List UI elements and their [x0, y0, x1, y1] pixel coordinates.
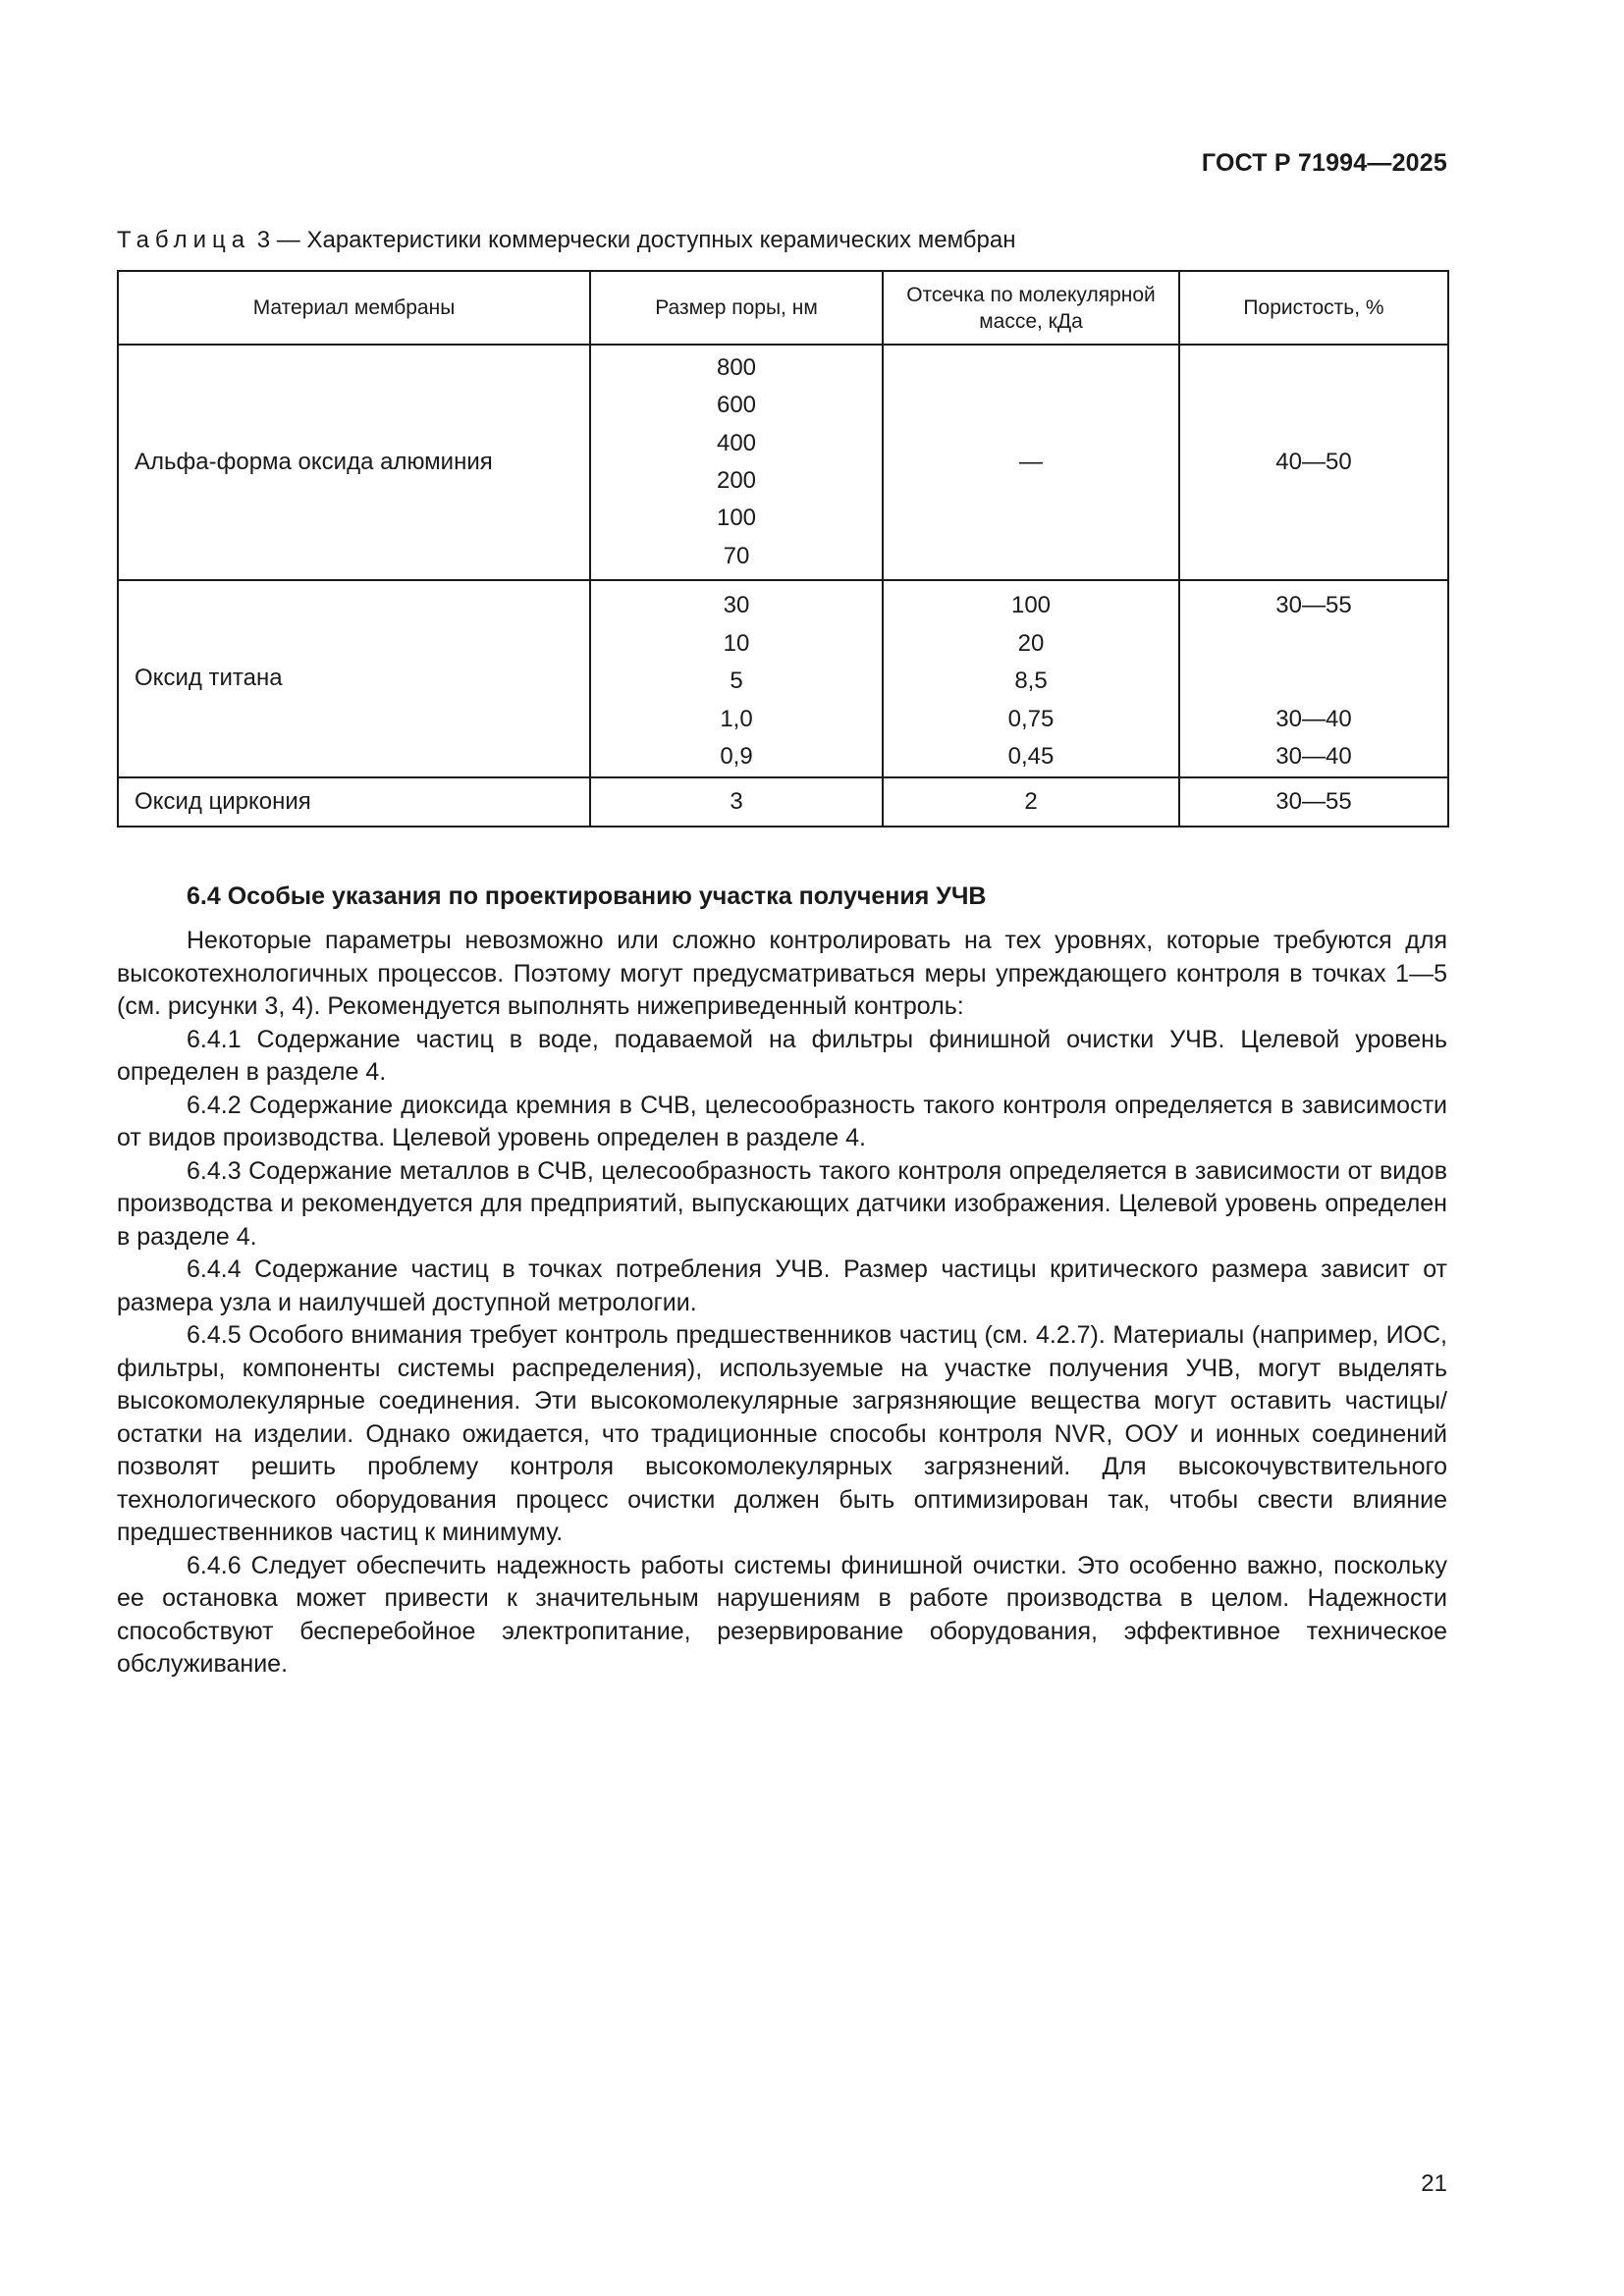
table-row: [118, 580, 1448, 777]
cutoff-value: 8,5: [1014, 667, 1048, 694]
body-paragraph: 6.4.2 Содержание диоксида кремния в СЧВ, целесообразность такого контроля определяется в зависимости от видов производства. Целевой уровень определен в разделе 4.: [117, 1091, 1447, 1151]
material-cell: Оксид циркония: [118, 777, 590, 827]
cutoff-cell: —: [883, 345, 1179, 580]
column-header-porosity: Пористость, %: [1179, 271, 1448, 345]
cutoff-cell: 2: [883, 777, 1179, 827]
body-paragraph: Некоторые параметры невозможно или сложно контролировать на тех уровнях, которые требуются для высокотехнологичных процессов. Поэтому могут предусматриваться меры упреждающего контроля в точках 1—5 (см. рисунки 3, 4). Рекомендуется выполнять нижеприведенный контроль:: [117, 927, 1447, 1020]
table-header-row: [118, 271, 1448, 345]
pore-size-value: 10: [723, 629, 750, 657]
pore-size-value: 5: [730, 667, 743, 694]
table-caption-label: Таблица: [117, 227, 251, 253]
porosity-cell: 40—50: [1179, 345, 1448, 580]
material-cell: Альфа-форма оксида алюминия: [118, 345, 590, 580]
body-paragraph: 6.4.4 Содержание частиц в точках потребления УЧВ. Размер частицы критического размера зависит от размера узла и наилучшей доступной метрологии.: [117, 1255, 1447, 1316]
pore-size-value: 200: [716, 467, 757, 494]
body-paragraph: 6.4.3 Содержание металлов в СЧВ, целесообразность такого контроля определяется в зависимости от видов производства и рекомендуется для предприятий, выпускающих датчики изображения. Целевой уровень определен в разделе 4.: [117, 1156, 1447, 1251]
document-code: ГОСТ Р 71994—2025: [1201, 149, 1447, 177]
table-row: [118, 345, 1448, 580]
cutoff-value: 0,45: [1007, 743, 1055, 770]
table-caption-text: 3 — Характеристики коммерчески доступных керамических мембран: [250, 227, 1016, 253]
pore-size-value: 1,0: [720, 705, 753, 732]
column-header-cutoff: Отсечка по молекулярной массе, кДа: [883, 271, 1179, 345]
column-header-pore-size: Размер поры, нм: [590, 271, 883, 345]
table-caption: [117, 227, 1016, 254]
pore-size-value: 30: [723, 592, 750, 618]
pore-size-value: 0,9: [720, 743, 753, 770]
pore-size-value: 100: [716, 505, 757, 532]
body-paragraph: 6.4.6 Следует обеспечить надежность работы системы финишной очистки. Это особенно важно, поскольку ее остановка может привести к значительным нарушениям в работе производства в целом. Надежности способствуют бесперебойное электропитание, резервирование оборудования, эффективное техническое обслуживание.: [117, 1551, 1447, 1678]
cutoff-value: 20: [1017, 629, 1045, 657]
table-row: [118, 777, 1448, 827]
membrane-table: [117, 270, 1449, 828]
pore-size-value: 70: [723, 542, 750, 569]
pore-size-cell: [590, 345, 883, 580]
pore-size-value: 400: [716, 429, 757, 456]
cutoff-cell: [883, 580, 1179, 777]
cutoff-value: 0,75: [1007, 705, 1055, 732]
porosity-value: 30—55: [1275, 592, 1352, 618]
pore-size-cell: [590, 580, 883, 777]
porosity-cell: 30—55: [1179, 777, 1448, 827]
material-cell: Оксид титана: [118, 580, 590, 777]
section-6-4: [117, 881, 1447, 1682]
section-heading: 6.4 Особые указания по проектированию участка получения УЧВ: [187, 882, 987, 910]
pore-size-value: 800: [716, 354, 757, 382]
column-header-material: Материал мембраны: [118, 271, 590, 345]
porosity-value: 30—40: [1275, 743, 1352, 770]
cutoff-value: 100: [1010, 592, 1052, 618]
pore-size-value: 600: [716, 392, 757, 419]
porosity-value: 30—40: [1275, 705, 1352, 732]
porosity-cell: [1179, 580, 1448, 777]
body-paragraph: 6.4.1 Содержание частиц в воде, подаваемой на фильтры финишной очистки УЧВ. Целевой уровень определен в разделе 4.: [117, 1025, 1447, 1086]
pore-size-cell: 3: [590, 777, 883, 827]
page-number: 21: [1421, 2170, 1447, 2197]
body-paragraph: 6.4.5 Особого внимания требует контроль предшественников частиц (см. 4.2.7). Материалы (например, ИОС, фильтры, компоненты системы распределения), используемые на участке получения УЧВ, могут выделять высокомолекулярные соединения. Эти высокомолекулярные загрязняющие вещества могут оставить частицы/остатки на изделии. Однако ожидается, что традиционные способы контроля NVR, ООУ и ионных соединений позволят решить проблему контроля высокомолекулярных загрязнений. Для высокочувствительного технологического оборудования процесс очистки должен быть оптимизирован так, чтобы свести влияние предшественников частиц к минимуму.: [117, 1321, 1447, 1546]
